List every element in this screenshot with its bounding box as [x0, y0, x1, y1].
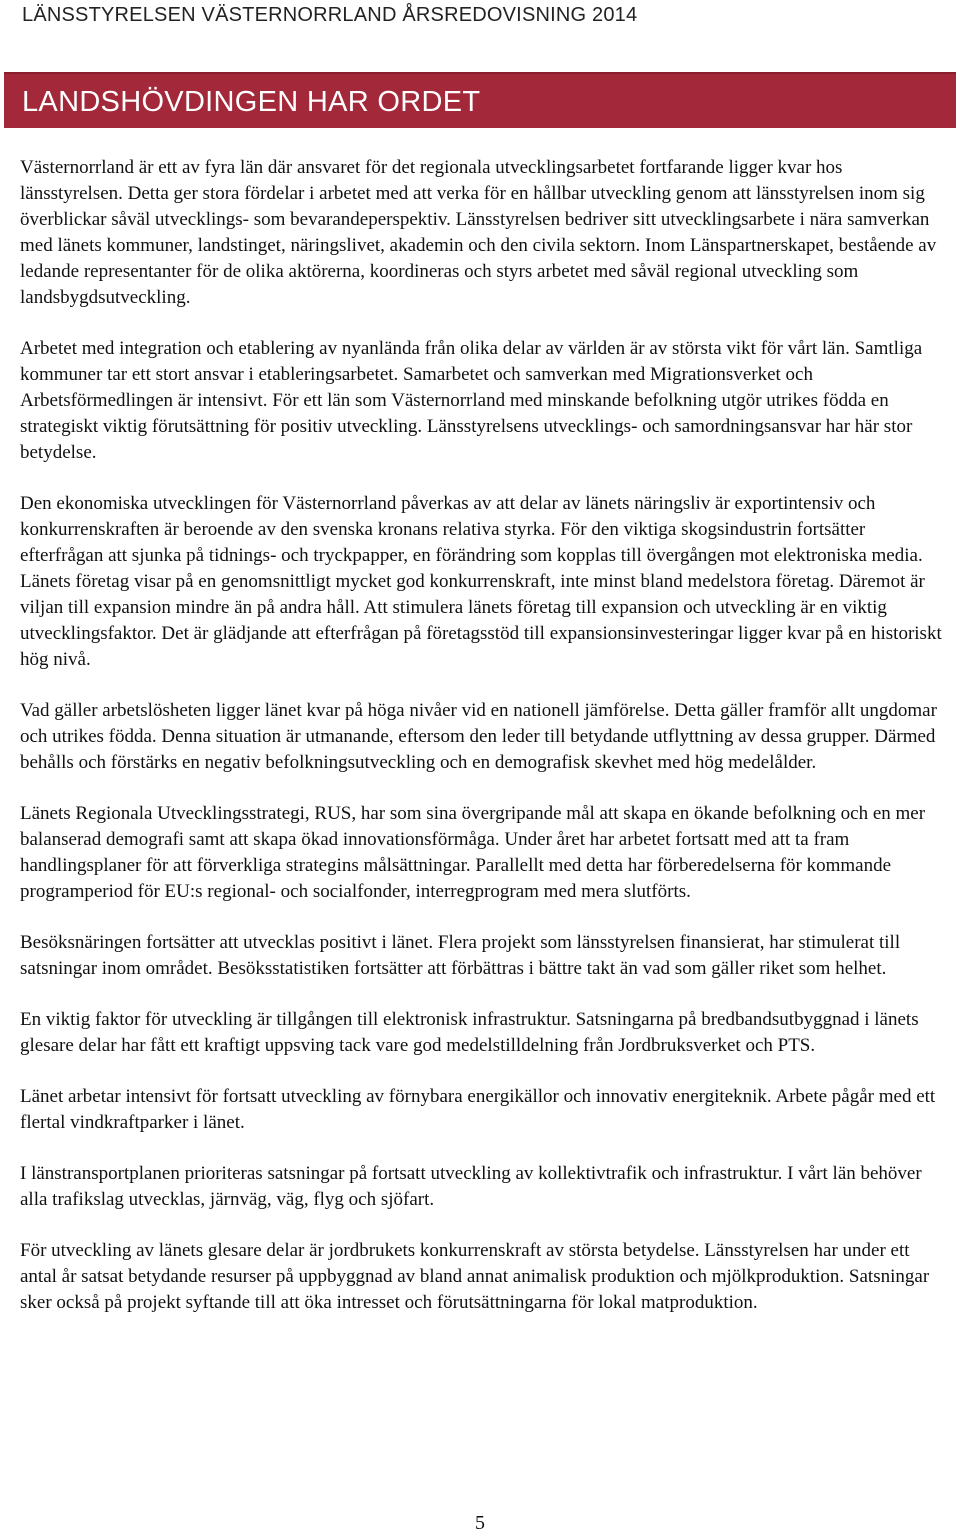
- body-text: [20, 155, 942, 1341]
- paragraph-tourism: Besöksnäringen fortsätter att utvecklas positivt i länet. Flera projekt som länsstyrelsen finansierat, har stimulerat till satsningar inom området. Besöksstatistiken fortsätter att förbättras i bättre takt än vad som gäller riket som helhet.: [20, 932, 901, 979]
- paragraph-rus-strategy: Länets Regionala Utvecklingsstrategi, RUS, har som sina övergripande mål att skapa en ökande befolkning och en mer balanserad demografi samt att skapa ökad innovationsförmåga. Under året har arbetet fortsatt med att ta fram handlingsplaner för att förverkliga strategins målsättningar. Parallellt med detta har förberedelserna för kommande programperiod för EU:s regional- och socialfonder, interregprogram med mera slutförts.: [20, 803, 926, 902]
- running-header: LÄNSSTYRELSEN VÄSTERNORRLAND ÅRSREDOVISNING 2014: [22, 4, 638, 26]
- paragraph-transport: I länstransportplanen prioriteras satsningar på fortsatt utveckling av kollektivtrafik och infrastruktur. I vårt län behöver alla trafikslag utvecklas, järnväg, väg, flyg och sjöfart.: [20, 1163, 922, 1210]
- paragraph-integration: Arbetet med integration och etablering av nyanlända från olika delar av världen är av största vikt för vårt län. Samtliga kommuner tar ett stort ansvar i etableringsarbetet. Samarbetet och samverkan med Migrationsverket och Arbetsförmedlingen är intensivt. För ett län som Västernorrland med minskande befolkning utgör utrikes födda en strategiskt viktig förutsättning för positiv utveckling. Länsstyrelsens utvecklings- och samordningsansvar har här stor betydelse.: [20, 338, 923, 463]
- section-banner: [4, 72, 956, 128]
- paragraph-regional-development: Västernorrland är ett av fyra län där ansvaret för det regionala utvecklingsarbetet fortfarande ligger kvar hos länsstyrelsen. Detta ger stora fördelar i arbetet med att verka för en hållbar utveckling genom att länsstyrelsen inom sig överblickar såväl utvecklings- som bevarandeperspektiv. Länsstyrelsen bedriver sitt utvecklingsarbete i nära samverkan med länets kommuner, landstinget, näringslivet, akademin och den civila sektorn. Inom Länspartnerskapet, bestående av ledande representanter för de olika aktörerna, koordineras och styrs arbetet med såväl regional utveckling som landsbygdsutveckling.: [20, 157, 937, 308]
- paragraph-unemployment: Vad gäller arbetslösheten ligger länet kvar på höga nivåer vid en nationell jämförelse. Detta gäller framför allt ungdomar och utrikes födda. Denna situation är utmanande, eftersom den leder till betydande utflyttning av dessa grupper. Därmed behålls och förstärks en negativ befolkningsutveckling och en demografisk skevhet med hög medelålder.: [20, 700, 937, 773]
- section-title: LANDSHÖVDINGEN HAR ORDET: [22, 86, 481, 118]
- paragraph-energy: Länet arbetar intensivt för fortsatt utveckling av förnybara energikällor och innovativ energiteknik. Arbete pågår med ett flertal vindkraftparker i länet.: [20, 1086, 936, 1133]
- page-number: 5: [475, 1512, 485, 1534]
- paragraph-economy: Den ekonomiska utvecklingen för Västernorrland påverkas av att delar av länets näringsliv är exportintensiv och konkurrenskraften är beroende av den svenska kronans relativa styrka. För den viktiga skogsindustrin fortsätter efterfrågan att sjunka på tidnings- och tryckpapper, en förändring som kopplas till övergången mot elektroniska media. Länets företag visar på en genomsnittligt mycket god konkurrenskraft, inte minst bland medelstora företag. Däremot är viljan till expansion mindre än på andra håll. Att stimulera länets företag till expansion och utveckling är en viktig utvecklingsfaktor. Det är glädjande att efterfrågan på företagsstöd till expansionsinvesteringar ligger kvar på en historiskt hög nivå.: [20, 493, 942, 670]
- paragraph-broadband: En viktig faktor för utveckling är tillgången till elektronisk infrastruktur. Satsningarna på bredbandsutbyggnad i länets glesare delar har fått ett kraftigt uppsving tack vare god medelstilldelning från Jordbruksverket och PTS.: [20, 1009, 919, 1056]
- paragraph-agriculture: För utveckling av länets glesare delar är jordbrukets konkurrenskraft av största betydelse. Länsstyrelsen har under ett antal år satsat betydande resurser på uppbyggnad av bland annat animalisk produktion och mjölkproduktion. Satsningar sker också på projekt syftande till att öka intresset och förutsättningarna för lokal matproduktion.: [20, 1240, 930, 1313]
